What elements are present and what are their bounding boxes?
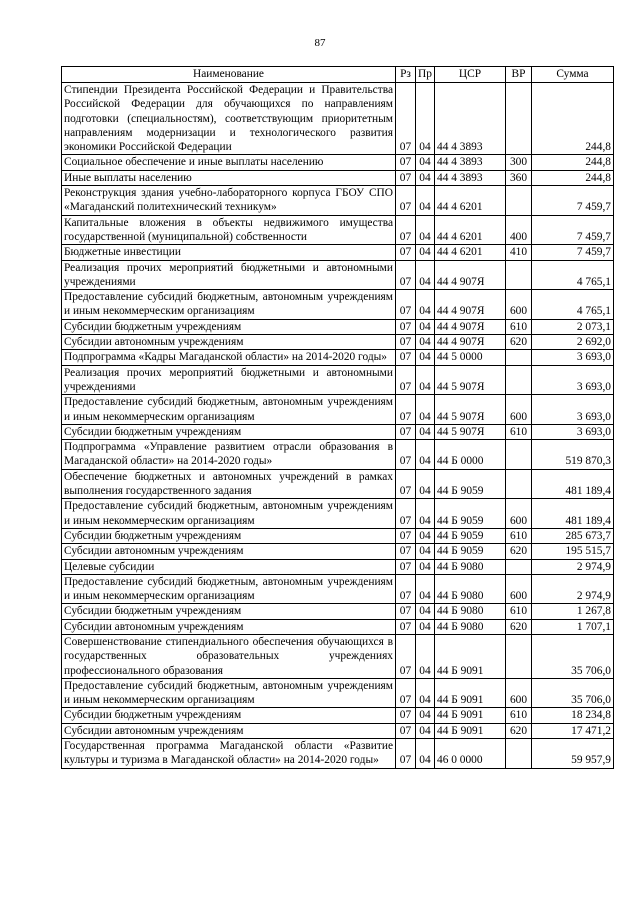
row-vr [506, 440, 532, 470]
row-sum: 59 957,9 [532, 739, 614, 769]
row-rz: 07 [396, 604, 416, 619]
table-row [62, 544, 614, 559]
row-pr: 04 [416, 245, 435, 260]
row-vr: 600 [506, 574, 532, 604]
row-name: Предоставление субсидий бюджетным, автономным учреждениям и иным некоммерческим организациям [62, 290, 396, 320]
row-csr: 44 Б 9080 [435, 574, 506, 604]
row-name: Реализация прочих мероприятий бюджетными и автономными учреждениями [62, 365, 396, 395]
row-csr: 44 4 6201 [435, 245, 506, 260]
row-name: Иные выплаты населению [62, 170, 396, 185]
row-pr: 04 [416, 155, 435, 170]
row-pr: 04 [416, 424, 435, 439]
row-vr [506, 559, 532, 574]
row-name: Субсидии бюджетным учреждениям [62, 528, 396, 543]
page-number: 87 [314, 37, 326, 49]
table-row [62, 708, 614, 723]
row-pr: 04 [416, 319, 435, 334]
row-csr: 44 5 907Я [435, 424, 506, 439]
row-sum: 244,8 [532, 170, 614, 185]
row-name: Совершенствование стипендиального обеспечения обучающихся в государственных образовательных учреждениях профессионального образования [62, 634, 396, 678]
row-name: Капитальные вложения в объекты недвижимого имущества государственной (муниципальной) собственности [62, 215, 396, 245]
row-vr: 400 [506, 215, 532, 245]
row-name: Подпрограмма «Кадры Магаданской области» на 2014-2020 годы» [62, 350, 396, 365]
row-pr: 04 [416, 290, 435, 320]
table-row [62, 350, 614, 365]
table-row [62, 155, 614, 170]
row-pr: 04 [416, 83, 435, 155]
row-sum: 3 693,0 [532, 395, 614, 425]
row-rz: 07 [396, 186, 416, 216]
header-sum: Сумма [532, 67, 614, 83]
row-pr: 04 [416, 544, 435, 559]
row-pr: 04 [416, 739, 435, 769]
row-rz: 07 [396, 739, 416, 769]
row-vr: 600 [506, 499, 532, 529]
row-name: Подпрограмма «Управление развитием отрасли образования в Магаданской области» на 2014-2020 годы» [62, 440, 396, 470]
table-row [62, 499, 614, 529]
row-csr: 44 5 907Я [435, 365, 506, 395]
row-sum: 18 234,8 [532, 708, 614, 723]
row-csr: 44 4 907Я [435, 260, 506, 290]
row-rz: 07 [396, 708, 416, 723]
row-sum: 7 459,7 [532, 245, 614, 260]
row-vr: 360 [506, 170, 532, 185]
row-pr: 04 [416, 574, 435, 604]
row-rz: 07 [396, 260, 416, 290]
row-pr: 04 [416, 559, 435, 574]
row-rz: 07 [396, 499, 416, 529]
row-sum: 3 693,0 [532, 350, 614, 365]
row-rz: 07 [396, 440, 416, 470]
row-sum: 35 706,0 [532, 634, 614, 678]
row-vr: 300 [506, 155, 532, 170]
row-csr: 44 Б 9080 [435, 559, 506, 574]
row-sum: 35 706,0 [532, 678, 614, 708]
row-csr: 44 Б 0000 [435, 440, 506, 470]
row-rz: 07 [396, 395, 416, 425]
row-vr [506, 186, 532, 216]
row-pr: 04 [416, 528, 435, 543]
row-rz: 07 [396, 319, 416, 334]
row-pr: 04 [416, 335, 435, 350]
row-vr: 610 [506, 604, 532, 619]
row-name: Субсидии автономным учреждениям [62, 619, 396, 634]
row-rz: 07 [396, 469, 416, 499]
row-pr: 04 [416, 395, 435, 425]
row-sum: 4 765,1 [532, 260, 614, 290]
row-name: Государственная программа Магаданской области «Развитие культуры и туризма в Магаданской области» на 2014-2020 годы» [62, 739, 396, 769]
header-pr: Пр [416, 67, 435, 83]
row-rz: 07 [396, 424, 416, 439]
row-rz: 07 [396, 544, 416, 559]
row-vr [506, 739, 532, 769]
table-row [62, 260, 614, 290]
row-csr: 44 Б 9091 [435, 634, 506, 678]
row-pr: 04 [416, 260, 435, 290]
table-row [62, 440, 614, 470]
row-sum: 481 189,4 [532, 469, 614, 499]
row-name: Целевые субсидии [62, 559, 396, 574]
row-name: Предоставление субсидий бюджетным, автономным учреждениям и иным некоммерческим организациям [62, 395, 396, 425]
row-pr: 04 [416, 723, 435, 738]
row-pr: 04 [416, 634, 435, 678]
row-vr: 620 [506, 544, 532, 559]
row-name: Бюджетные инвестиции [62, 245, 396, 260]
row-csr: 44 5 907Я [435, 395, 506, 425]
row-sum: 7 459,7 [532, 215, 614, 245]
row-csr: 44 Б 9059 [435, 528, 506, 543]
row-name: Субсидии автономным учреждениям [62, 723, 396, 738]
row-rz: 07 [396, 215, 416, 245]
row-pr: 04 [416, 708, 435, 723]
row-pr: 04 [416, 215, 435, 245]
row-pr: 04 [416, 186, 435, 216]
row-name: Стипендии Президента Российской Федерации и Правительства Российской Федерации для обучающихся по направлениям подготовки (специальностям), соответствующим приоритетным направлениям модернизации и технологического развития экономики Российской Федерации [62, 83, 396, 155]
row-pr: 04 [416, 350, 435, 365]
row-rz: 07 [396, 619, 416, 634]
row-vr [506, 634, 532, 678]
row-rz: 07 [396, 678, 416, 708]
row-csr: 44 Б 9059 [435, 544, 506, 559]
row-vr [506, 350, 532, 365]
row-csr: 46 0 0000 [435, 739, 506, 769]
row-rz: 07 [396, 559, 416, 574]
row-sum: 285 673,7 [532, 528, 614, 543]
row-rz: 07 [396, 528, 416, 543]
row-vr: 600 [506, 678, 532, 708]
row-csr: 44 4 907Я [435, 290, 506, 320]
row-name: Реализация прочих мероприятий бюджетными и автономными учреждениями [62, 260, 396, 290]
row-csr: 44 Б 9059 [435, 469, 506, 499]
row-csr: 44 4 907Я [435, 319, 506, 334]
row-name: Предоставление субсидий бюджетным, автономным учреждениям и иным некоммерческим организациям [62, 678, 396, 708]
row-rz: 07 [396, 723, 416, 738]
row-vr [506, 469, 532, 499]
row-sum: 2 974,9 [532, 559, 614, 574]
row-pr: 04 [416, 365, 435, 395]
row-rz: 07 [396, 245, 416, 260]
row-rz: 07 [396, 335, 416, 350]
row-pr: 04 [416, 678, 435, 708]
header-vr: ВР [506, 67, 532, 83]
row-rz: 07 [396, 290, 416, 320]
table-row [62, 574, 614, 604]
row-pr: 04 [416, 619, 435, 634]
row-csr: 44 Б 9091 [435, 708, 506, 723]
header-name: Наименование [62, 67, 396, 83]
row-csr: 44 Б 9091 [435, 723, 506, 738]
row-csr: 44 4 3893 [435, 170, 506, 185]
row-sum: 2 974,9 [532, 574, 614, 604]
table-row [62, 319, 614, 334]
table-row [62, 365, 614, 395]
row-name: Обеспечение бюджетных и автономных учреждений в рамках выполнения государственного задания [62, 469, 396, 499]
row-rz: 07 [396, 155, 416, 170]
row-sum: 481 189,4 [532, 499, 614, 529]
table-row [62, 83, 614, 155]
table-row [62, 170, 614, 185]
row-vr: 600 [506, 395, 532, 425]
row-sum: 1 707,1 [532, 619, 614, 634]
row-csr: 44 4 6201 [435, 215, 506, 245]
row-rz: 07 [396, 574, 416, 604]
row-name: Предоставление субсидий бюджетным, автономным учреждениям и иным некоммерческим организациям [62, 574, 396, 604]
row-rz: 07 [396, 634, 416, 678]
row-name: Реконструкция здания учебно-лабораторного корпуса ГБОУ СПО «Магаданский политехнический техникум» [62, 186, 396, 216]
row-sum: 244,8 [532, 83, 614, 155]
table-row [62, 245, 614, 260]
row-name: Социальное обеспечение и иные выплаты населению [62, 155, 396, 170]
table-row [62, 678, 614, 708]
row-vr: 610 [506, 319, 532, 334]
row-vr: 620 [506, 335, 532, 350]
row-name: Субсидии автономным учреждениям [62, 544, 396, 559]
row-name: Субсидии бюджетным учреждениям [62, 319, 396, 334]
table-row [62, 215, 614, 245]
row-vr [506, 260, 532, 290]
row-sum: 195 515,7 [532, 544, 614, 559]
row-csr: 44 4 3893 [435, 83, 506, 155]
table-row [62, 186, 614, 216]
table-row [62, 739, 614, 769]
row-vr: 610 [506, 528, 532, 543]
row-pr: 04 [416, 469, 435, 499]
row-pr: 04 [416, 499, 435, 529]
row-rz: 07 [396, 170, 416, 185]
table-row [62, 335, 614, 350]
row-name: Субсидии автономным учреждениям [62, 335, 396, 350]
row-vr: 600 [506, 290, 532, 320]
row-vr [506, 83, 532, 155]
row-csr: 44 Б 9059 [435, 499, 506, 529]
row-sum: 1 267,8 [532, 604, 614, 619]
row-rz: 07 [396, 350, 416, 365]
row-csr: 44 Б 9080 [435, 619, 506, 634]
row-vr: 610 [506, 708, 532, 723]
table-row [62, 559, 614, 574]
row-pr: 04 [416, 170, 435, 185]
table-row [62, 424, 614, 439]
row-name: Субсидии бюджетным учреждениям [62, 604, 396, 619]
table-row [62, 723, 614, 738]
row-vr: 620 [506, 723, 532, 738]
row-pr: 04 [416, 604, 435, 619]
row-sum: 3 693,0 [532, 365, 614, 395]
row-sum: 7 459,7 [532, 186, 614, 216]
row-sum: 244,8 [532, 155, 614, 170]
row-sum: 3 693,0 [532, 424, 614, 439]
row-csr: 44 Б 9091 [435, 678, 506, 708]
table-row [62, 619, 614, 634]
row-csr: 44 4 3893 [435, 155, 506, 170]
row-csr: 44 4 907Я [435, 335, 506, 350]
table-row [62, 290, 614, 320]
row-sum: 2 073,1 [532, 319, 614, 334]
header-csr: ЦСР [435, 67, 506, 83]
table-header-row [62, 67, 614, 83]
row-csr: 44 5 0000 [435, 350, 506, 365]
table-row [62, 528, 614, 543]
header-rz: Рз [396, 67, 416, 83]
row-vr: 610 [506, 424, 532, 439]
row-name: Предоставление субсидий бюджетным, автономным учреждениям и иным некоммерческим организациям [62, 499, 396, 529]
table-row [62, 604, 614, 619]
row-sum: 17 471,2 [532, 723, 614, 738]
row-pr: 04 [416, 440, 435, 470]
table-row [62, 395, 614, 425]
row-vr: 620 [506, 619, 532, 634]
row-name: Субсидии бюджетным учреждениям [62, 424, 396, 439]
table-row [62, 634, 614, 678]
table-row [62, 469, 614, 499]
row-sum: 519 870,3 [532, 440, 614, 470]
row-csr: 44 4 6201 [435, 186, 506, 216]
row-sum: 2 692,0 [532, 335, 614, 350]
row-name: Субсидии бюджетным учреждениям [62, 708, 396, 723]
row-vr [506, 365, 532, 395]
row-csr: 44 Б 9080 [435, 604, 506, 619]
budget-table [61, 66, 614, 769]
row-vr: 410 [506, 245, 532, 260]
row-rz: 07 [396, 83, 416, 155]
row-rz: 07 [396, 365, 416, 395]
row-sum: 4 765,1 [532, 290, 614, 320]
